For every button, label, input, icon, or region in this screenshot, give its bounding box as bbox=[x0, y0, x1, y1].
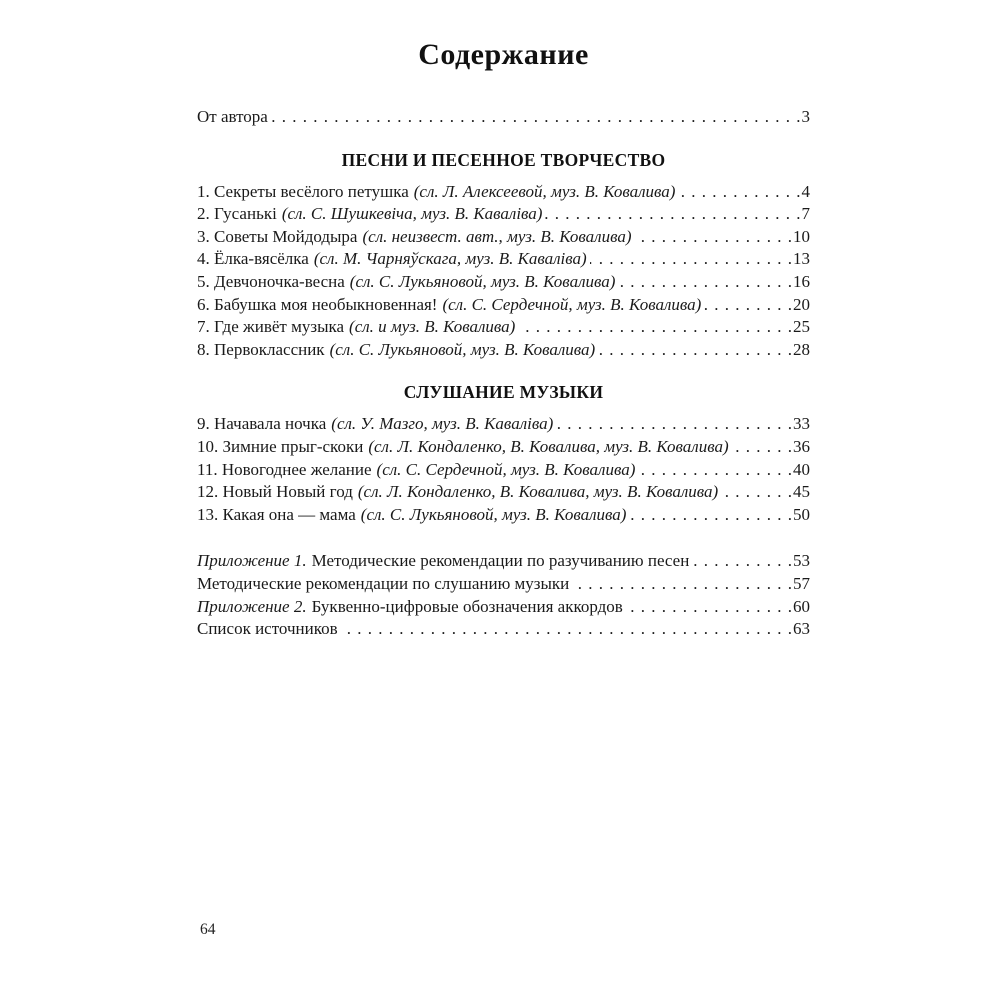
dot-leader bbox=[598, 339, 793, 362]
toc-entry-title: 10. Зимние прыг-скоки bbox=[197, 436, 364, 456]
toc-entry-credits: (сл. У. Мазго, муз. В. Каваліва) bbox=[331, 414, 554, 434]
toc-entry-title: 9. Начавала ночка bbox=[197, 414, 327, 434]
toc-entry-credits: (сл. М. Чарняўскага, муз. В. Каваліва) bbox=[313, 249, 587, 269]
toc-entry-page: 57 bbox=[793, 573, 810, 593]
toc-entry-title: 6. Бабушка моя необыкновенная! bbox=[197, 294, 438, 314]
toc-entry-credits: (сл. неизвест. авт., муз. В. Ковалива) bbox=[362, 226, 632, 246]
toc-entry-title: Буквенно-цифровые обозначения аккордов bbox=[311, 596, 623, 616]
toc-entry bbox=[197, 413, 810, 436]
dot-leader bbox=[638, 459, 793, 482]
dot-leader bbox=[704, 294, 793, 317]
dot-leader bbox=[271, 106, 802, 129]
toc-entry-title: 5. Девчоночка-весна bbox=[197, 271, 345, 291]
toc-entry bbox=[197, 181, 810, 204]
toc-entry-page: 63 bbox=[793, 619, 810, 639]
toc-entry-title: 8. Первоклассник bbox=[197, 339, 325, 359]
footer-page-number: 64 bbox=[200, 921, 216, 938]
toc-entry-page: 60 bbox=[793, 596, 810, 616]
toc-entry-title: 12. Новый Новый год bbox=[197, 482, 353, 502]
toc-entry bbox=[197, 339, 810, 362]
toc-entry-title: 2. Гусанькі bbox=[197, 204, 277, 224]
toc-entry-title: 7. Где живёт музыка bbox=[197, 317, 345, 337]
toc-entry-page: 50 bbox=[793, 504, 810, 524]
toc-sections bbox=[197, 150, 810, 527]
toc-entry-page: 10 bbox=[793, 226, 810, 246]
toc-entry-page: 28 bbox=[793, 339, 810, 359]
toc-entry-page: 16 bbox=[793, 271, 810, 291]
dot-leader bbox=[341, 618, 793, 641]
toc-entry-page: 33 bbox=[793, 414, 810, 434]
dot-leader bbox=[590, 248, 793, 271]
toc-entry-page: 3 bbox=[801, 107, 810, 126]
toc-entry-page: 7 bbox=[801, 204, 810, 224]
section-heading: ПЕСНИ И ПЕСЕННОЕ ТВОРЧЕСТВО bbox=[341, 149, 666, 170]
toc-section-list bbox=[197, 413, 810, 526]
toc-entry-credits: (сл. Л. Кондаленко, В. Ковалива, муз. В. Ковалива) bbox=[368, 436, 729, 456]
toc-entry-title: Методические рекомендации по слушанию музыки bbox=[197, 573, 570, 593]
toc-entry bbox=[197, 618, 810, 641]
toc-entry bbox=[197, 459, 810, 482]
toc-entry-page: 13 bbox=[793, 249, 810, 269]
toc-entry bbox=[197, 596, 810, 619]
toc-entry bbox=[197, 226, 810, 249]
toc-entry-title: 13. Какая она — мама bbox=[197, 504, 356, 524]
toc-entry-credits: (сл. С. Лукьяновой, муз. В. Ковалива) bbox=[360, 504, 627, 524]
toc-entry-page: 53 bbox=[793, 551, 810, 571]
toc-entry-title: 1. Секреты весёлого петушка bbox=[197, 181, 409, 201]
dot-leader bbox=[518, 316, 793, 339]
dot-leader bbox=[618, 271, 793, 294]
dot-leader bbox=[545, 203, 801, 226]
toc-entry-page: 20 bbox=[793, 294, 810, 314]
toc-entry-credits: (сл. С. Сердечной, муз. В. Ковалива) bbox=[376, 459, 636, 479]
toc-appendix-list bbox=[197, 550, 810, 640]
dot-leader bbox=[556, 413, 793, 436]
toc-entry bbox=[197, 106, 810, 129]
toc-entry-page: 40 bbox=[793, 459, 810, 479]
toc-entry bbox=[197, 481, 810, 504]
page-title: Содержание bbox=[418, 38, 589, 71]
toc-entry-page: 4 bbox=[801, 181, 810, 201]
toc-entry bbox=[197, 271, 810, 294]
toc-entry bbox=[197, 316, 810, 339]
toc-entry-page: 25 bbox=[793, 317, 810, 337]
toc-entry-prefix: Приложение 1. bbox=[197, 551, 307, 571]
toc-entry-credits: (сл. Л. Алексеевой, муз. В. Ковалива) bbox=[413, 181, 676, 201]
toc-entry bbox=[197, 294, 810, 317]
toc-entry-page: 45 bbox=[793, 482, 810, 502]
toc-entry bbox=[197, 203, 810, 226]
toc-entry-credits: (сл. С. Лукьяновой, муз. В. Ковалива) bbox=[329, 339, 596, 359]
toc-entry-page: 36 bbox=[793, 436, 810, 456]
dot-leader bbox=[635, 226, 794, 249]
toc-entry-credits: (сл. С. Шушкевіча, муз. В. Каваліва) bbox=[281, 204, 543, 224]
toc-entry bbox=[197, 573, 810, 596]
dot-leader bbox=[629, 504, 793, 527]
dot-leader bbox=[721, 481, 793, 504]
dot-leader bbox=[572, 573, 793, 596]
dot-leader bbox=[678, 181, 801, 204]
toc-entry bbox=[197, 504, 810, 527]
toc-entry bbox=[197, 436, 810, 459]
toc-entry-credits: (сл. С. Лукьяновой, муз. В. Ковалива) bbox=[349, 271, 616, 291]
toc-section-list bbox=[197, 181, 810, 362]
toc-entry-title: 3. Советы Мойдодыра bbox=[197, 226, 358, 246]
toc-entry-prefix: Приложение 2. bbox=[197, 596, 307, 616]
toc-front-list bbox=[197, 106, 810, 129]
toc-entry-title: 4. Ёлка-вясёлка bbox=[197, 249, 309, 269]
dot-leader bbox=[626, 596, 793, 619]
toc-entry-title: Список источников bbox=[197, 619, 338, 639]
toc-entry-title: От автора bbox=[197, 107, 268, 126]
toc-entry bbox=[197, 248, 810, 271]
toc-entry bbox=[197, 550, 810, 573]
toc-entry-title: Методические рекомендации по разучиванию песен bbox=[311, 551, 690, 571]
toc-content bbox=[197, 38, 810, 641]
toc-entry-credits: (сл. Л. Кондаленко, В. Ковалива, муз. В. Ковалива) bbox=[357, 482, 719, 502]
toc-entry-credits: (сл. и муз. В. Ковалива) bbox=[349, 317, 516, 337]
dot-leader bbox=[692, 550, 793, 573]
section-heading: СЛУШАНИЕ МУЗЫКИ bbox=[403, 382, 604, 403]
toc-entry-title: 11. Новогоднее желание bbox=[197, 459, 372, 479]
dot-leader bbox=[732, 436, 793, 459]
toc-entry-credits: (сл. С. Сердечной, муз. В. Ковалива) bbox=[442, 294, 702, 314]
